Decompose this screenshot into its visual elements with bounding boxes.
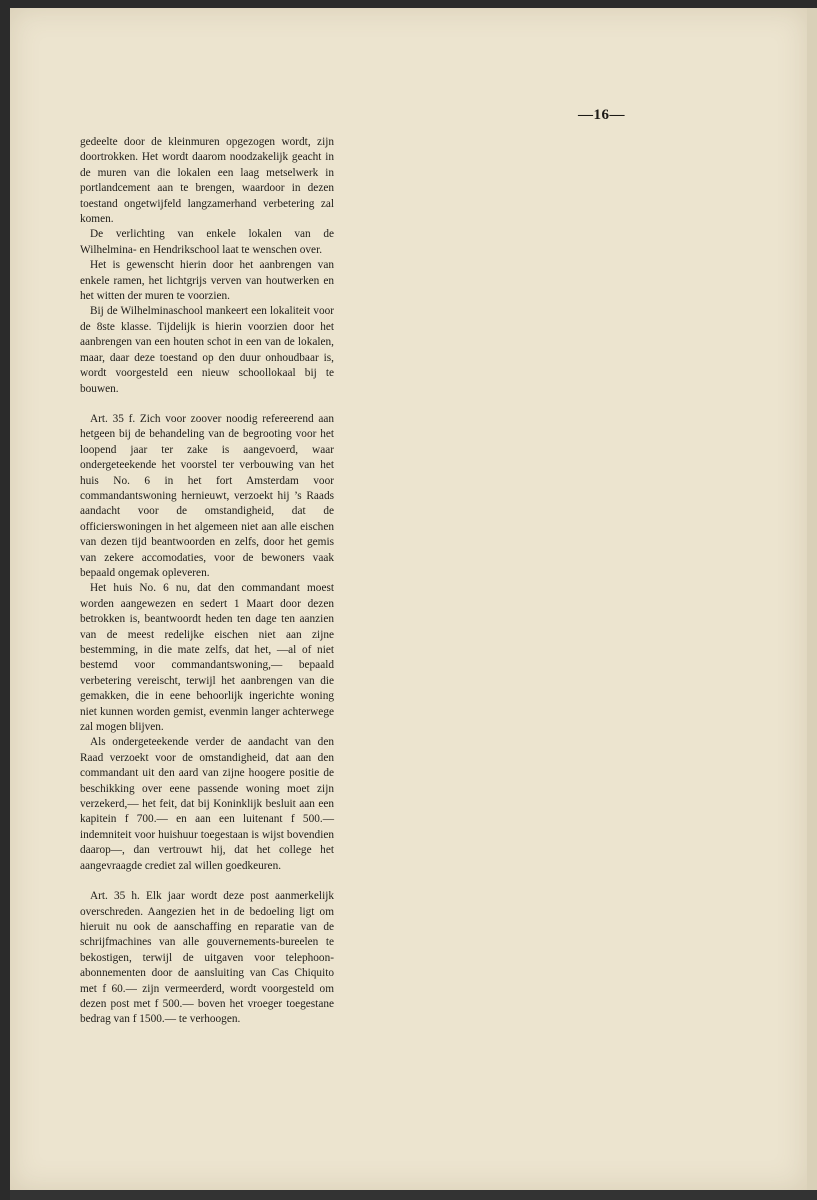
paragraph-art-35h: Art. 35 h. Elk jaar wordt deze post aanmerkelijk overschreden. Aangezien het in de bedoeling ligt om hieruit nu ook de aanschaffing en reparatie van de schrijfmachines van alle gouvernements-bureelen te bekostigen, terwijl de uitgaven voor telephoon-abonnementen door de aansluiting van Cas Chiquito met f 60.— zijn vermeerderd, wordt voorgesteld om dezen post met f 500.— boven het vroeger toegestane bedrag van f 1500.— te verhoogen.: [80, 890, 334, 1026]
paragraph-commandant: Als ondergeteekende verder de aandacht van den Raad verzoekt voor de omstandigheid, dat aan den commandant uit den aard van zijne hoogere positie de beschikking over eene passende woning moet zijn verzekerd,— het feit, dat bij Koninklijk besluit aan een kapitein f 700.— en aan een luitenant f 500.— indemniteit voor huishuur toegestaan is wijst bovendien daarop—, dan vertrouwt hij, dat het college het aangevraagde crediet zal willen goedkeuren.: [80, 736, 334, 872]
paragraph-classroom: Bij de Wilhelminaschool mankeert een lokaliteit voor de 8ste klasse. Tijdelijk is hierin voorzien door het aanbrengen van een houten schot in een van de lokalen, maar, daar deze toestand op den duur onhoudbaar is, wordt voorgesteld een nieuw schoollokaal bij te bouwen.: [80, 305, 334, 395]
paragraph-house-no6: Het huis No. 6 nu, dat den commandant moest worden aangewezen en sedert 1 Maart door dezen betrokken is, beantwoordt heden ten dage ten aanzien van de meest redelijke eischen niet aan zijne bestemming, in die mate zelfs, dat het, —al of niet bestemd voor commandantswoning,— bepaald verbetering vereischt, terwijl het aanbrengen van die gemakken, die in eene behoorlijk ingerichte woning niet kunnen worden gemist, evenmin langer achterwege zal mogen blijven.: [80, 582, 334, 734]
document-page: [10, 8, 807, 1190]
scan-bottom-shadow: [10, 1190, 817, 1200]
body-text-column: [80, 135, 334, 1028]
paragraph-windows: Het is gewenscht hierin door het aanbrengen van enkele ramen, het lichtgrijs verven van houtwerken en het witten der muren te voorzien.: [80, 259, 334, 303]
page-number: —16—: [578, 107, 625, 123]
paragraph-art-35f: Art. 35 f. Zich voor zoover noodig refereerend aan hetgeen bij de behandeling van de begrooting voor het loopend jaar ter zake is aangevoerd, waar ondergeteekende het voorstel ter verbouwing van het huis No. 6 in het fort Amsterdam voor commandantswoning hernieuwt, verzoekt hij ’s Raads aandacht voor de omstandigheid, dat de officierswoningen in het algemeen niet aan alle eischen van dezen tijd beantwoorden en zelfs, door het gemis van zekere accomodaties, voor de bewoners vaak bepaald ongemak opleveren.: [80, 412, 334, 579]
paragraph-lighting: De verlichting van enkele lokalen van de Wilhelmina- en Hendrikschool laat te wenschen over.: [80, 228, 334, 256]
page-edge: [807, 8, 817, 1190]
paragraph-walls: gedeelte door de kleinmuren opgezogen wordt, zijn doortrokken. Het wordt daarom noodzakelijk geacht in de muren van die lokalen een laag metselwerk in portlandcement aan te brengen, waardoor in dezen toestand ongetwijfeld langzamerhand verbetering zal komen.: [80, 136, 334, 226]
